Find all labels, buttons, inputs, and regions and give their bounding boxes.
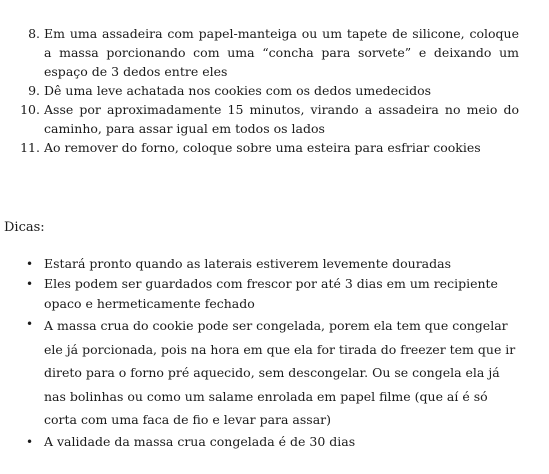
bullet-icon: • [26, 434, 34, 449]
list-item-tip [0, 274, 549, 314]
step-number: 9. [28, 83, 40, 98]
list-item-tip [0, 254, 549, 274]
step-text: Ao remover do forno, coloque sobre uma esteira para esfriar cookies [44, 140, 481, 155]
list-item-tip [0, 314, 549, 432]
list-item-tip [0, 432, 549, 452]
tip-text: Estará pronto quando as laterais estiverem levemente douradas [44, 256, 451, 271]
step-text: Dê uma leve achatada nos cookies com os dedos umedecidos [44, 83, 432, 98]
step-number: 10. [20, 102, 40, 117]
step-text: Em uma assadeira com papel-manteiga ou um tapete de silicone, coloque a massa porcionando com uma “concha para sorvete” e deixando um espaço de 3 dedos entre eles [44, 26, 519, 79]
list-item-step-10 [0, 100, 549, 138]
step-number: 11. [20, 140, 40, 155]
step-text: Asse por aproximadamente 15 minutos, virando a assadeira no meio do caminho, para assar igual em todos os lados [44, 102, 519, 136]
steps-list [0, 24, 549, 157]
bullet-icon: • [26, 257, 34, 271]
list-item-step-11 [0, 138, 549, 157]
bullet-icon: • [26, 277, 34, 291]
list-item-step-9 [0, 81, 549, 100]
tips-heading: Dicas: [4, 220, 45, 235]
bullet-icon: • [26, 317, 34, 331]
tip-text: A validade da massa crua congelada é de 30 dias [44, 433, 356, 449]
tips-list [0, 254, 549, 452]
step-number: 8. [28, 26, 40, 41]
tip-text: Eles podem ser guardados com frescor por até 3 dias em um recipiente opaco e hermeticamente fechado [44, 276, 498, 311]
list-item-step-8 [0, 24, 549, 81]
tip-text: A massa crua do cookie pode ser congelada, porem ela tem que congelar ele já porcionada, pois na hora em que ela for tirada do freezer tem que ir direto para o forno pré aquecido, sem descongelar. Ou se congela ela já nas bolinhas ou como um salame enrolada em papel filme (que aí é só corta com uma faca de fio e levar para assar) [44, 318, 516, 427]
